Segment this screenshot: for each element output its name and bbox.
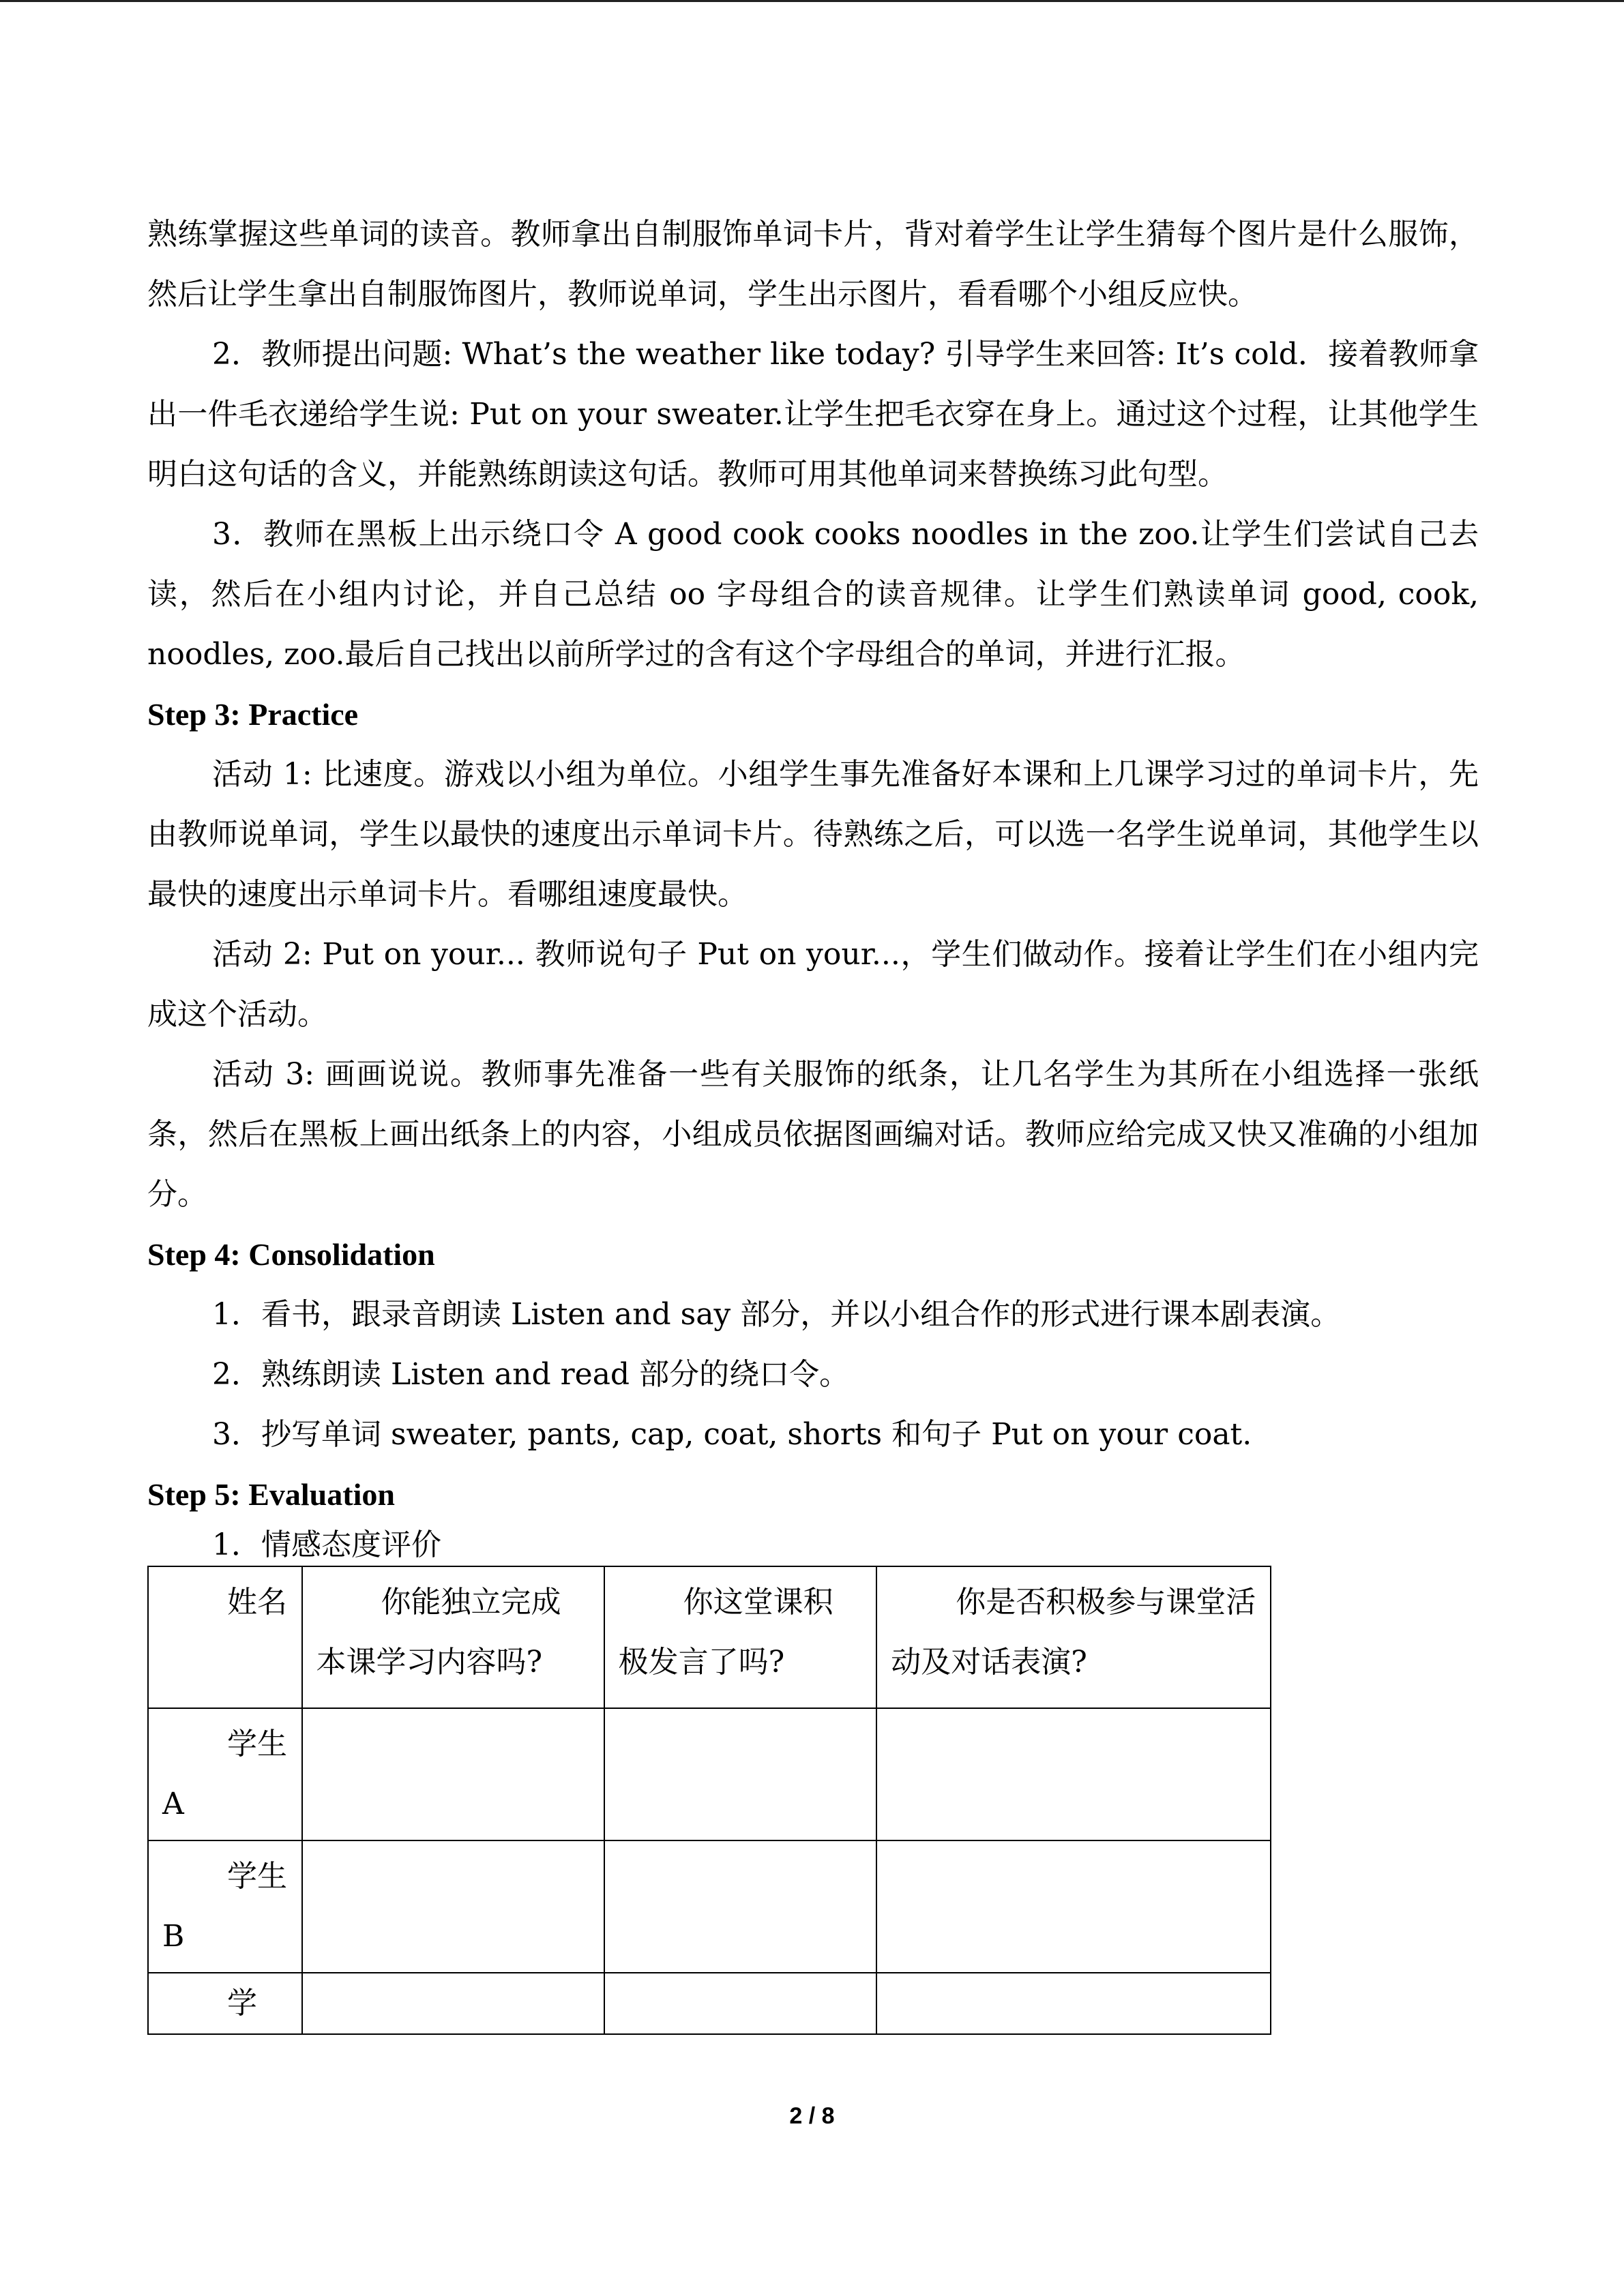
- table-cell: [302, 1973, 604, 2034]
- table-cell: [302, 1708, 604, 1840]
- page-top-border: [0, 0, 1624, 2]
- table-row: [148, 1708, 1271, 1840]
- consolidation-item-3: 3．抄写单词 sweater, pants, cap, coat, shorts 和句子 Put on your coat.: [212, 1417, 1252, 1452]
- table-cell: [604, 1840, 877, 1973]
- header-participation: 你是否积极参与课堂活动及对话表演?: [876, 1566, 1271, 1708]
- consolidation-item-1: 1．看书，跟录音朗读 Listen and say 部分，并以小组合作的形式进行课本剧表演。: [212, 1297, 1341, 1332]
- header-speak-up: 你这堂课积极发言了吗?: [604, 1566, 877, 1708]
- evaluation-label: 1．情感态度评价: [212, 1527, 441, 1562]
- paragraph-activity-3: 活动 3: 画画说说。教师事先准备一些有关服饰的纸条，让几名学生为其所在小组选择一张纸条，然后在黑板上画出纸条上的内容，小组成员依据图画编对话。教师应给完成又快又准确的小组加分。: [147, 1057, 1479, 1212]
- page-number: 2 / 8: [789, 2103, 835, 2129]
- evaluation-table: [147, 1566, 1271, 2035]
- heading-step-4-consolidation: Step 4: Consolidation: [147, 1237, 435, 1272]
- table-row: [148, 1840, 1271, 1973]
- paragraph-activity-2: 活动 2: Put on your... 教师说句子 Put on your...，学生们做动作。接着让学生们在小组内完成这个活动。: [147, 937, 1479, 1032]
- table-cell: [604, 1708, 877, 1840]
- table-cell: [876, 1973, 1271, 2034]
- table-cell: [876, 1840, 1271, 1973]
- table-cell: [876, 1708, 1271, 1840]
- paragraph-activity-1: 活动 1: 比速度。游戏以小组为单位。小组学生事先准备好本课和上几课学习过的单词卡片，先由教师说单词，学生以最快的速度出示单词卡片。待熟练之后，可以选一名学生说单词，其他学生以最快的速度出示单词卡片。看哪组速度最快。: [147, 757, 1479, 912]
- student-name-cell: 学生 A: [148, 1708, 302, 1840]
- heading-step-3-practice: Step 3: Practice: [147, 697, 359, 732]
- table-header-row: [148, 1566, 1271, 1708]
- header-name: 姓名: [148, 1566, 302, 1708]
- paragraph-intro: 熟练掌握这些单词的读音。教师拿出自制服饰单词卡片，背对着学生让学生猜每个图片是什么服饰，然后让学生拿出自制服饰图片，教师说单词，学生出示图片，看看哪个小组反应快。: [147, 217, 1479, 312]
- table-cell: [604, 1973, 877, 2034]
- table-row: [148, 1973, 1271, 2034]
- header-independent: 你能独立完成本课学习内容吗?: [302, 1566, 604, 1708]
- student-name-cell: 学生 B: [148, 1840, 302, 1973]
- paragraph-step-2: 2．教师提出问题: What’s the weather like today? 引导学生来回答: It’s cold．接着教师拿出一件毛衣递给学生说: Put on your sweater.让学生把毛衣穿在身上。通过这个过程，让其他学生明白这句话的含义，并能熟练朗读这句话。教师可用其他单词来替换练习此句型。: [147, 337, 1479, 492]
- consolidation-item-2: 2．熟练朗读 Listen and read 部分的绕口令。: [212, 1357, 850, 1392]
- heading-step-5-evaluation: Step 5: Evaluation: [147, 1477, 395, 1512]
- student-name-cell: 学: [148, 1973, 302, 2034]
- document-body: [147, 205, 1479, 2035]
- paragraph-step-3: 3．教师在黑板上出示绕口令 A good cook cooks noodles in the zoo.让学生们尝试自己去读，然后在小组内讨论，并自己总结 oo 字母组合的读音规律。让学生们熟读单词 good, cook, noodles, zoo.最后自己找出以前所学过的含有这个字母组合的单词，并进行汇报。: [147, 517, 1479, 672]
- table-cell: [302, 1840, 604, 1973]
